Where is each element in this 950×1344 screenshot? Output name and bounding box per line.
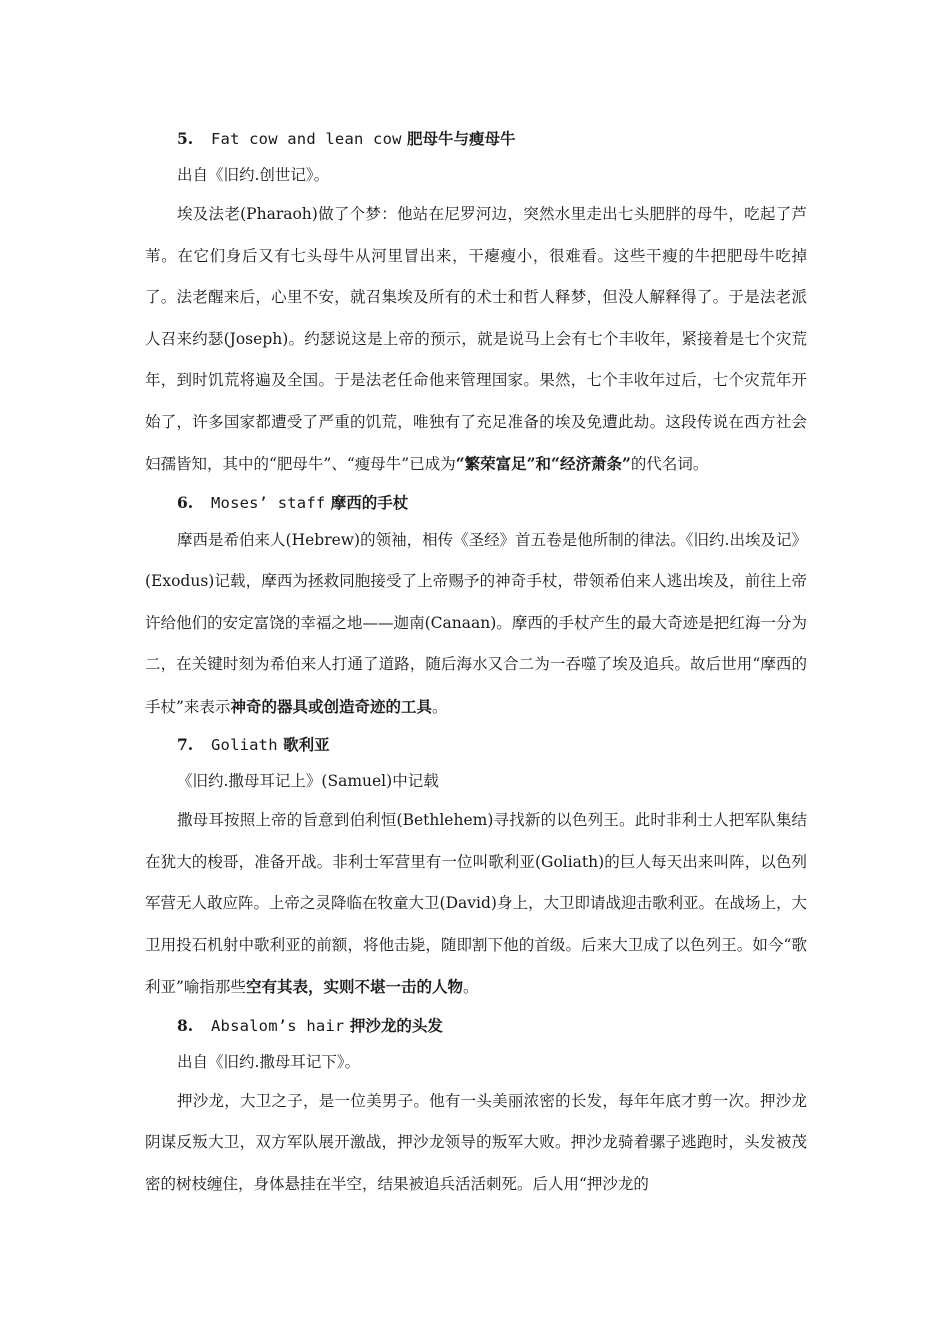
section-paragraph	[145, 520, 807, 729]
document-body	[145, 122, 807, 1205]
paragraph-emphasis: 空有其表，实则不堪一击的人物	[245, 977, 463, 996]
section-paragraph	[145, 1081, 807, 1206]
section-title-zh: 摩西的手杖	[330, 492, 409, 512]
section-source: 出自《旧约.创世记》。	[177, 166, 330, 184]
section-title-en: Moses’ staff	[211, 493, 326, 512]
section-title-en: Absalom’s hair	[211, 1016, 345, 1035]
section-heading-6	[145, 486, 807, 520]
section-number: 7.	[177, 735, 194, 754]
paragraph-text: 摩西是希伯来人(Hebrew)的领袖，相传《圣经》首五卷是他所制的律法。《旧约.出埃及记》(Exodus)记载，摩西为拯救同胞接受了上帝赐予的神奇手杖，带领希伯来人逃出埃及，前往上帝许给他们的安定富饶的幸福之地——迦南(Canaan)。摩西的手杖产生的最大奇迹是把红海一分为二，在关键时刻为希伯来人打通了道路，随后海水又合二为一吞噬了埃及追兵。故后世用“摩西的手杖”来表示	[145, 530, 807, 716]
section-number: 5.	[177, 129, 194, 148]
section-heading-5	[145, 122, 807, 156]
section-paragraph	[145, 800, 807, 1009]
paragraph-text-end: 。	[462, 978, 479, 996]
section-source: 《旧约.撒母耳记上》(Samuel)中记载	[177, 772, 439, 790]
paragraph-text: 押沙龙，大卫之子，是一位美男子。他有一头美丽浓密的长发，每年年底才剪一次。押沙龙阴谋反叛大卫，双方军队展开激战，押沙龙领导的叛军大败。押沙龙骑着骡子逃跑时，头发被茂密的树枝缠住，身体悬挂在半空，结果被追兵活活刺死。后人用“押沙龙的	[145, 1091, 807, 1193]
paragraph-text: 撒母耳按照上帝的旨意到伯利恒(Bethlehem)寻找新的以色列王。此时非利士人把军队集结在犹大的梭哥，准备开战。非利士军营里有一位叫歌利亚(Goliath)的巨人每天出来叫阵，以色列军营无人敢应阵。上帝之灵降临在牧童大卫(David)身上，大卫即请战迎击歌利亚。在战场上，大卫用投石机射中歌利亚的前额，将他击毙，随即割下他的首级。后来大卫成了以色列王。如今“歌利亚”喻指那些	[145, 811, 807, 996]
section-title-zh: 肥母牛与瘦母牛	[407, 129, 516, 148]
section-number: 6.	[177, 492, 194, 512]
paragraph-text-end: 。	[431, 697, 448, 716]
section-paragraph	[145, 194, 807, 486]
section-heading-7	[145, 728, 807, 762]
section-title-zh: 歌利亚	[283, 735, 330, 754]
section-title-zh: 押沙龙的头发	[349, 1015, 443, 1035]
paragraph-text-end: 的代名词。	[630, 455, 709, 473]
paragraph-emphasis: “繁荣富足”和“经济萧条”	[455, 454, 631, 473]
section-source: 出自《旧约.撒母耳记下》。	[177, 1052, 361, 1071]
paragraph-emphasis: 神奇的器具或创造奇迹的工具	[230, 696, 432, 716]
section-number: 8.	[177, 1015, 194, 1035]
section-title-en: Fat cow and lean cow	[211, 130, 402, 148]
paragraph-text: 埃及法老(Pharaoh)做了个梦：他站在尼罗河边，突然水里走出七头肥胖的母牛，吃起了芦苇。在它们身后又有七头母牛从河里冒出来，干瘪瘦小，很难看。这些干瘦的牛把肥母牛吃掉了。法老醒来后，心里不安，就召集埃及所有的术士和哲人释梦，但没人解释得了。于是法老派人召来约瑟(Joseph)。约瑟说这是上帝的预示，就是说马上会有七个丰收年，紧接着是七个灾荒年，到时饥荒将遍及全国。于是法老任命他来管理国家。果然，七个丰收年过后，七个灾荒年开始了，许多国家都遭受了严重的饥荒，唯独有了充足准备的埃及免遭此劫。这段传说在西方社会妇孺皆知，其中的“肥母牛”、“瘦母牛”已成为	[145, 205, 807, 473]
section-heading-8	[145, 1009, 807, 1043]
section-title-en: Goliath	[211, 736, 278, 754]
